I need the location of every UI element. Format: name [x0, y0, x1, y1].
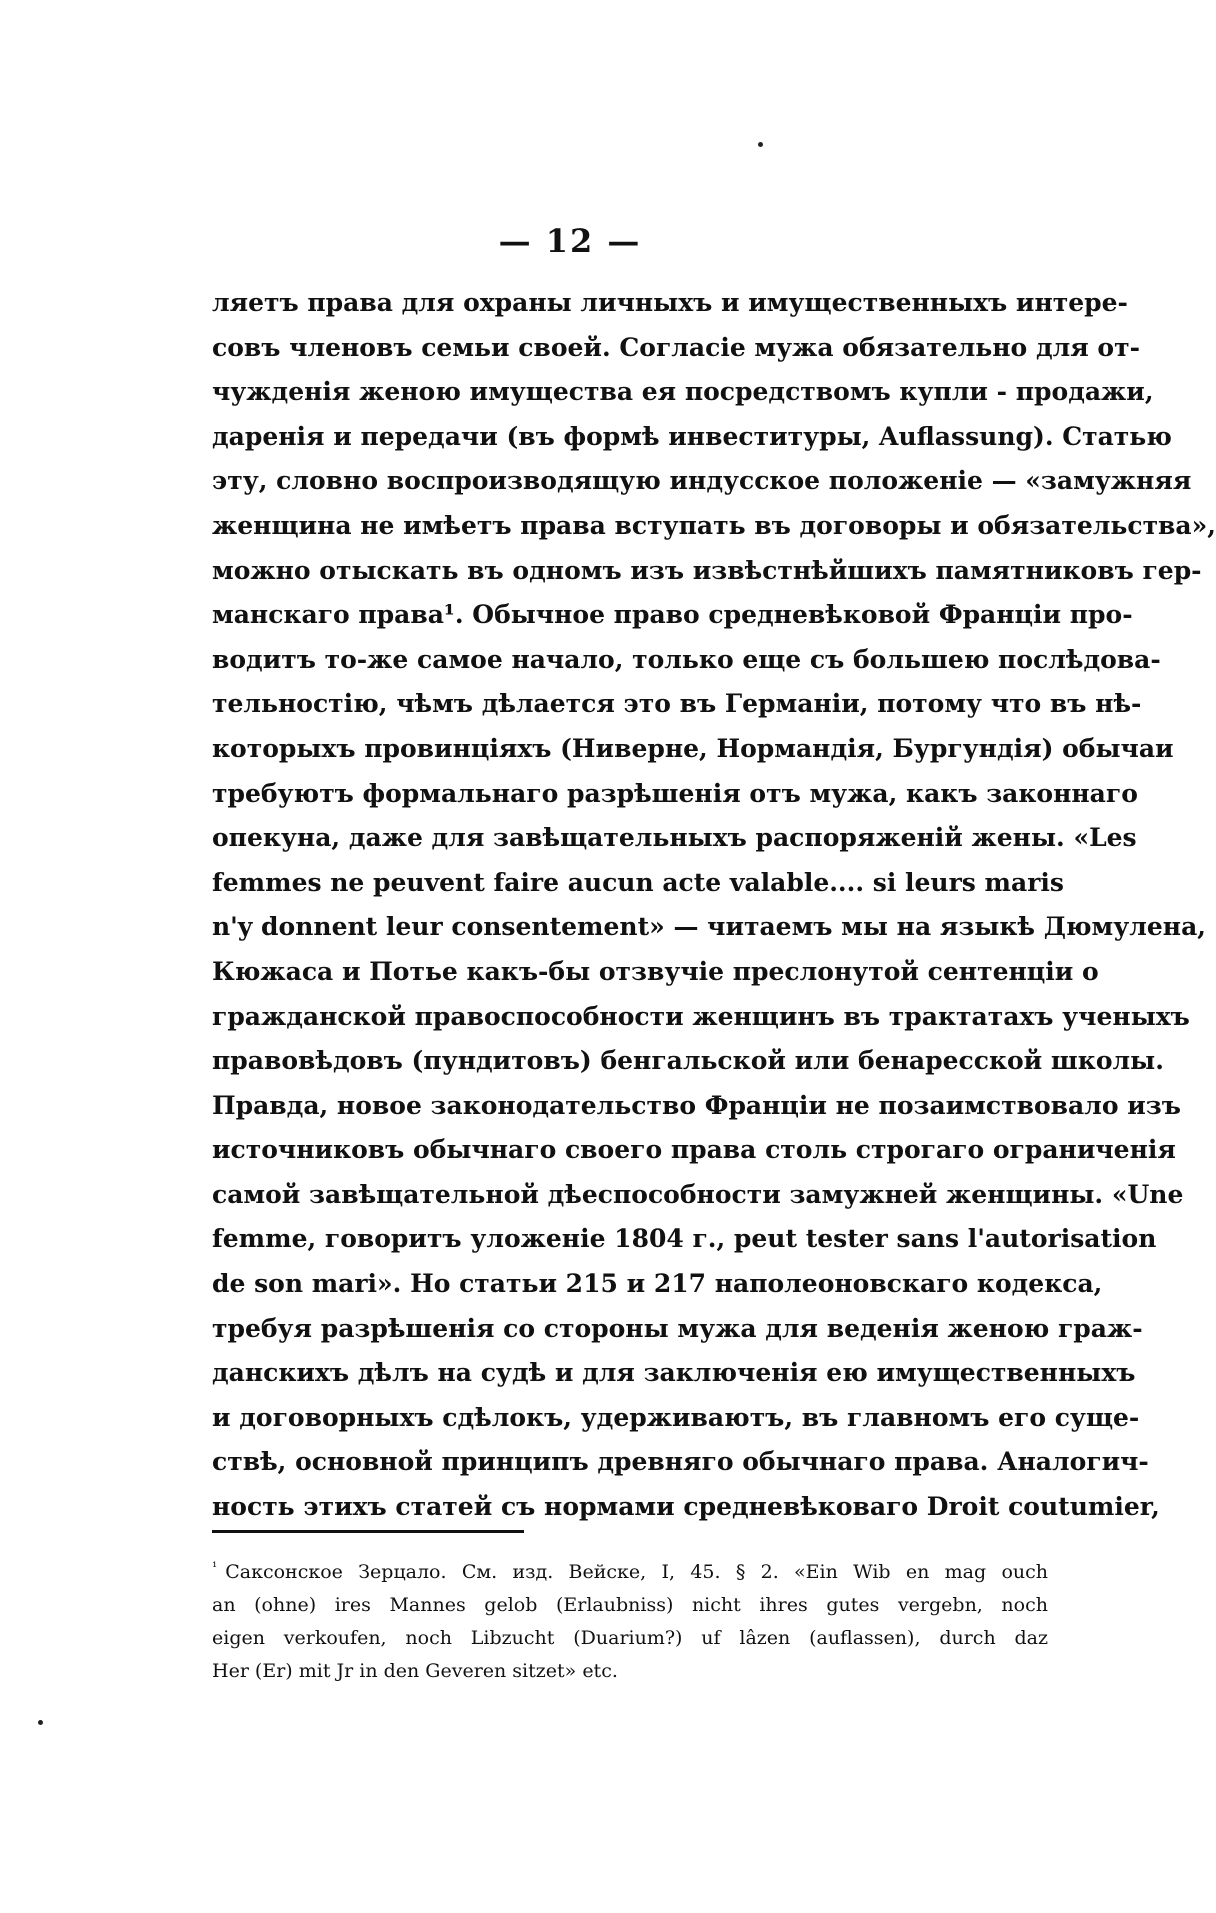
text-line: манскаго права¹. Обычное право средневѣковой Франціи про-	[212, 600, 1133, 630]
footnote-line	[212, 1556, 1048, 1589]
footnote-separator	[212, 1530, 524, 1533]
ink-speck	[758, 142, 763, 147]
body-text	[212, 281, 1216, 1530]
text-line: ность этихъ статей съ нормами средневѣковаго Droit coutumier,	[212, 1492, 1160, 1522]
footnote	[212, 1556, 1048, 1688]
text-line: женщина не имѣетъ права вступать въ договоры и обязательства»,	[212, 510, 1216, 540]
text-line: требуя разрѣшенія со стороны мужа для веденія женою граж-	[212, 1313, 1143, 1343]
text-line: даренія и передачи (въ формѣ инвеституры, Auflassung). Статью	[212, 421, 1172, 451]
text-line: femmes ne peuvent faire aucun acte valable.... si leurs maris	[212, 867, 1064, 897]
footnote-text: Саксонское Зерцало. См. изд. Вейске, I, 45. § 2. «Ein Wib en mag ouch	[225, 1561, 1048, 1583]
text-line: de son mari». Но статьи 215 и 217 наполеоновскаго кодекса,	[212, 1269, 1103, 1299]
text-line: требуютъ формальнаго разрѣшенія отъ мужа, какъ законнаго	[212, 778, 1138, 808]
ink-speck	[38, 1720, 43, 1725]
footnote-line: eigen verkoufen, noch Libzucht (Duarium?) uf lâzen (auflassen), durch daz	[212, 1627, 1048, 1649]
text-line: ляетъ права для охраны личныхъ и имущественныхъ интере-	[212, 288, 1128, 317]
text-line: и договорныхъ сдѣлокъ, удерживаютъ, въ главномъ его суще-	[212, 1402, 1140, 1432]
text-line: можно отыскать въ одномъ изъ извѣстнѣйшихъ памятниковъ гер-	[212, 555, 1202, 585]
footnote-line: Her (Er) mit Jr in den Geveren sitzet» etc.	[212, 1660, 618, 1682]
text-line: которыхъ провинціяхъ (Ниверне, Нормандія, Бургундія) обычаи	[212, 733, 1174, 763]
text-line: водитъ то-же самое начало, только еще съ большею послѣдова-	[212, 644, 1161, 674]
text-line: чужденія женою имущества ея посредствомъ купли - продажи,	[212, 377, 1154, 407]
page-number: — 12 —	[498, 222, 642, 260]
text-line: эту, словно воспроизводящую индусское положеніе — «замужняя	[212, 466, 1192, 496]
text-line: правовѣдовъ (пундитовъ) бенгальской или бенаресской школы.	[212, 1046, 1164, 1076]
text-line: данскихъ дѣлъ на судѣ и для заключенія ею имущественныхъ	[212, 1358, 1136, 1388]
text-line: тельностію, чѣмъ дѣлается это въ Германіи, потому что въ нѣ-	[212, 689, 1142, 719]
text-line: Кюжаса и Потье какъ-бы отзвучіе преслонутой сентенціи о	[212, 956, 1099, 986]
footnote-line: an (ohne) ires Mannes gelob (Erlaubniss) nicht ihres gutes vergebn, noch	[212, 1594, 1048, 1616]
text-line: Правда, новое законодательство Франціи не позаимствовало изъ	[212, 1090, 1181, 1120]
text-line: ствѣ, основной принципъ древняго обычнаго права. Аналогич-	[212, 1447, 1149, 1477]
text-line: опекуна, даже для завѣщательныхъ распоряженій жены. «Les	[212, 823, 1137, 853]
text-line: n'y donnent leur consentement» — читаемъ мы на языкѣ Дюмулена,	[212, 912, 1207, 942]
text-line: источниковъ обычнаго своего права столь строгаго ограниченія	[212, 1135, 1176, 1165]
text-line: совъ членовъ семьи своей. Согласіе мужа обязательно для от-	[212, 332, 1140, 362]
text-line: гражданской правоспособности женщинъ въ трактатахъ ученыхъ	[212, 1001, 1190, 1031]
text-line: femme, говоритъ уложеніе 1804 г., peut tester sans l'autorisation	[212, 1224, 1157, 1254]
footnote-mark: ¹	[212, 1559, 218, 1575]
text-line: самой завѣщательной дѣеспособности замужней женщины. «Une	[212, 1179, 1184, 1209]
